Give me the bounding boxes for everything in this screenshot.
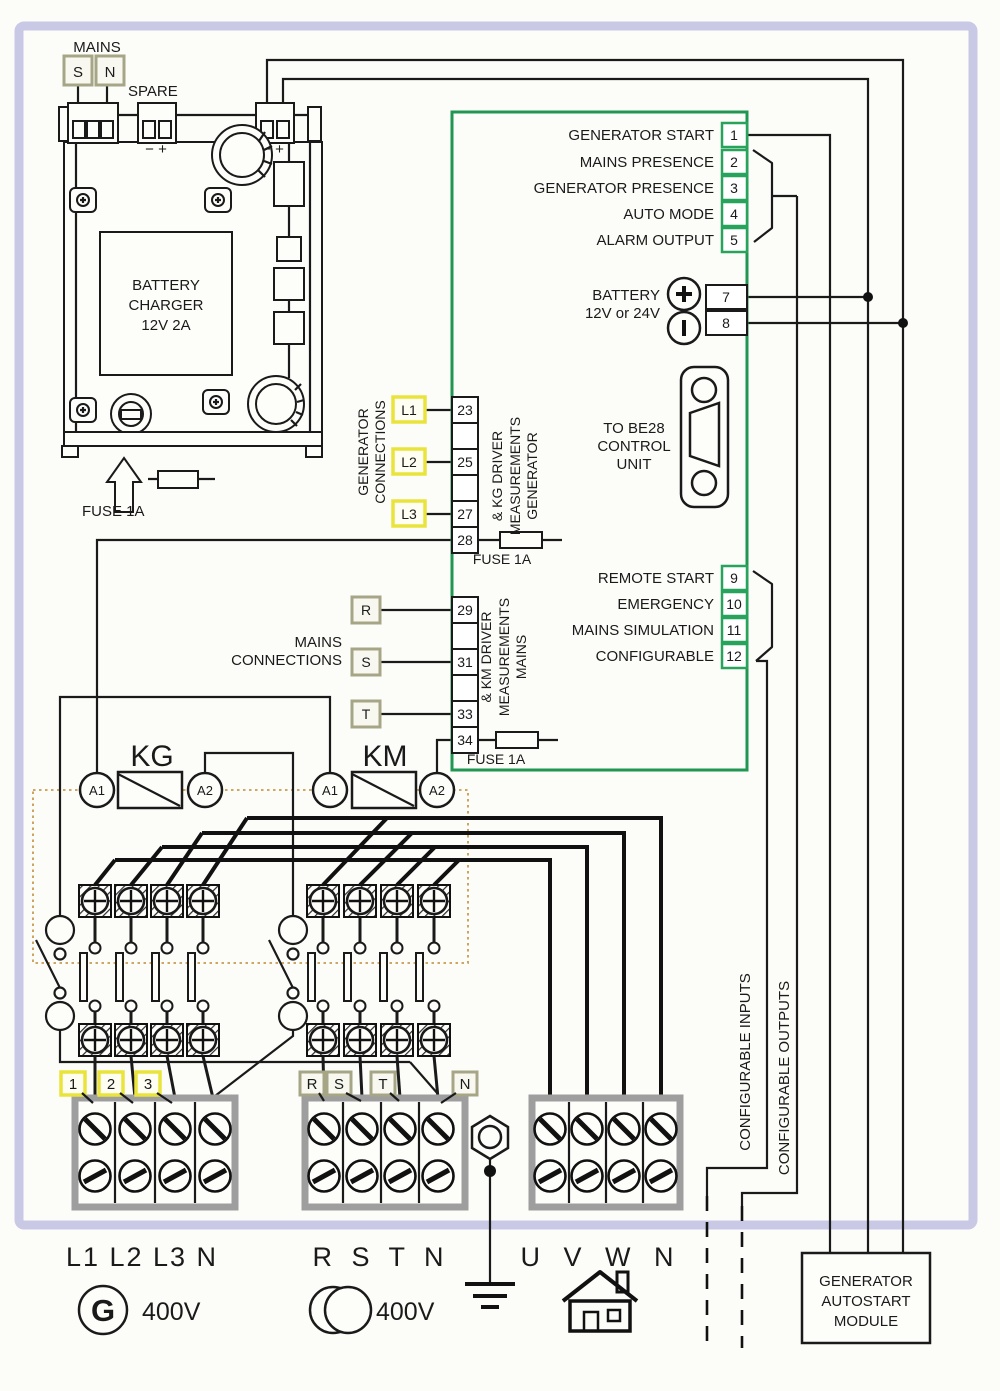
output-label-1: GENERATOR START xyxy=(568,127,714,144)
gen-block-1: 1 xyxy=(68,1076,78,1093)
junction-dot xyxy=(898,318,908,328)
be28-line3: UNIT xyxy=(616,456,652,473)
mains-n-label: N xyxy=(104,64,116,81)
terminal-28: 28 xyxy=(457,532,473,548)
junction-dot xyxy=(863,292,873,302)
gen-meas-line3: & KG DRIVER xyxy=(489,430,505,522)
mains-block-s: S xyxy=(333,1076,345,1093)
mains-phases-label: R S T N xyxy=(312,1242,450,1272)
terminal-25: 25 xyxy=(457,454,473,470)
mains-meas-line3: & KM DRIVER xyxy=(478,611,494,703)
aux-contact-left xyxy=(36,916,74,1030)
ground-stud xyxy=(472,1116,508,1159)
generator-phases-label: L1 L2 L3 N xyxy=(65,1242,219,1272)
fuse-icon xyxy=(496,732,538,748)
ground-icon xyxy=(465,1284,515,1307)
input-label-10: EMERGENCY xyxy=(617,596,714,613)
output-label-5: ALARM OUTPUT xyxy=(596,232,714,249)
km-a1: A1 xyxy=(322,783,338,798)
battery-terminals xyxy=(668,278,747,344)
output-polarity: − + xyxy=(262,141,284,158)
terminal-8: 8 xyxy=(722,315,730,331)
gen-conn-title1: GENERATOR xyxy=(355,408,371,496)
terminal-3: 3 xyxy=(730,180,738,196)
terminal-29: 29 xyxy=(457,602,473,618)
gen-block-3: 3 xyxy=(143,1076,153,1093)
terminal-34: 34 xyxy=(457,732,473,748)
terminal-11: 11 xyxy=(726,622,742,638)
mains-s-label: S xyxy=(72,64,84,81)
r-label: R xyxy=(360,602,372,618)
output-label-3: GENERATOR PRESENCE xyxy=(533,180,714,197)
charger-line1: BATTERY xyxy=(132,277,200,294)
kg-a1: A1 xyxy=(89,783,105,798)
mains-symbol xyxy=(310,1287,371,1333)
module-line1: GENERATOR xyxy=(819,1273,913,1290)
terminal-33: 33 xyxy=(457,706,473,722)
kg-label: KG xyxy=(130,740,174,773)
generator-symbol-letter: G xyxy=(90,1293,116,1328)
terminal-31: 31 xyxy=(457,654,473,670)
inputs-brace xyxy=(753,571,772,661)
contact-gaps xyxy=(80,943,440,1012)
spare-polarity: − + xyxy=(145,141,167,158)
mains-meas-line1: MAINS xyxy=(513,634,529,680)
mains-fuse-label: FUSE 1A xyxy=(466,751,526,767)
terminal-4: 4 xyxy=(730,206,738,222)
output-label-2: MAINS PRESENCE xyxy=(579,154,714,171)
terminal-23: 23 xyxy=(457,402,473,418)
battery-label1: BATTERY xyxy=(592,287,660,304)
kg-a2: A2 xyxy=(197,783,213,798)
screw-terminals-bottom xyxy=(79,1024,450,1056)
terminal-5: 5 xyxy=(730,232,738,248)
terminal-10: 10 xyxy=(726,596,742,612)
fuse-icon xyxy=(158,471,198,488)
be28-line1: TO BE28 xyxy=(603,420,665,437)
terminal-9: 9 xyxy=(730,570,738,586)
km-a2: A2 xyxy=(429,783,445,798)
junction-dot xyxy=(484,1165,496,1177)
input-label-11: MAINS SIMULATION xyxy=(571,622,714,639)
input-label-12: CONFIGURABLE xyxy=(595,648,714,665)
module-line3: MODULE xyxy=(833,1313,899,1330)
house-icon xyxy=(563,1272,637,1331)
module-line2: AUTOSTART xyxy=(821,1293,911,1310)
mains-conn-title1: MAINS xyxy=(294,634,342,651)
mains-block-r: R xyxy=(306,1076,318,1093)
gen-block-2: 2 xyxy=(106,1076,116,1093)
be28-line2: CONTROL xyxy=(597,438,671,455)
generator-voltage: 400V xyxy=(142,1298,201,1326)
terminal-12: 12 xyxy=(726,648,742,664)
km-label: KM xyxy=(362,740,408,773)
s-label: S xyxy=(361,654,371,670)
terminal-27: 27 xyxy=(457,506,473,522)
config-outputs-label: CONFIGURABLE OUTPUTS xyxy=(776,980,793,1176)
battery-label2: 12V or 24V xyxy=(584,305,660,322)
mains-terminal-block xyxy=(305,1098,465,1207)
load-phases-label: U V W N xyxy=(520,1242,682,1272)
l1-label: L1 xyxy=(401,402,417,418)
outputs-brace xyxy=(753,150,772,242)
t-label: T xyxy=(361,706,371,722)
gen-fuse-label: FUSE 1A xyxy=(472,551,532,567)
mains-block-n: N xyxy=(459,1076,471,1093)
contactor-poles xyxy=(36,885,450,1098)
output-label-4: AUTO MODE xyxy=(623,206,714,223)
load-terminal-block xyxy=(532,1098,680,1207)
charger-line2: CHARGER xyxy=(128,297,204,314)
mains-voltage: 400V xyxy=(376,1298,435,1326)
mains-block-t: T xyxy=(378,1076,388,1093)
mains-meas-line2: MEASUREMENTS xyxy=(496,597,512,717)
mains-conn-title2: CONNECTIONS xyxy=(231,652,342,669)
terminal-1: 1 xyxy=(730,127,738,143)
aux-contact-mid xyxy=(269,916,307,1030)
mains-title: MAINS xyxy=(73,39,121,56)
gen-meas-line1: GENERATOR xyxy=(524,432,540,520)
charger-fuse-label: FUSE 1A xyxy=(82,503,145,520)
generator-terminal-block xyxy=(75,1098,235,1207)
input-label-9: REMOTE START xyxy=(597,570,714,587)
gen-conn-title2: CONNECTIONS xyxy=(372,400,388,504)
spare-label: SPARE xyxy=(128,83,178,100)
config-inputs-label: CONFIGURABLE INPUTS xyxy=(737,973,754,1151)
l3-label: L3 xyxy=(401,506,417,522)
dsub-connector-icon xyxy=(681,367,728,507)
l2-label: L2 xyxy=(401,454,417,470)
terminal-2: 2 xyxy=(730,154,738,170)
gen-meas-line2: MEASUREMENTS xyxy=(507,416,523,536)
screw-terminals-top xyxy=(79,885,450,917)
charger-line3: 12V 2A xyxy=(141,317,191,334)
terminal-7: 7 xyxy=(722,289,730,305)
